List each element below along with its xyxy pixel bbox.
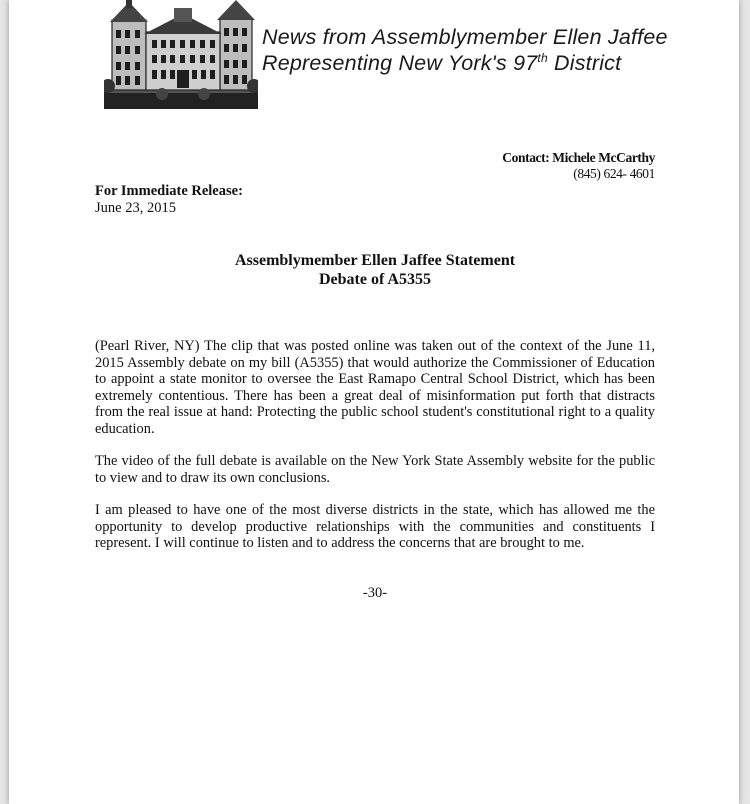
contact-name: Contact: Michele McCarthy: [502, 150, 655, 165]
capitol-building-logo: [104, 0, 258, 109]
contact-block: [502, 150, 655, 182]
release-block: [95, 183, 243, 217]
body-paragraph: The video of the full debate is available on the New York State Assembly website for the public to view and to draw its own conclusions.: [95, 453, 655, 486]
release-label: For Immediate Release:: [95, 183, 243, 199]
release-date: June 23, 2015: [95, 200, 176, 216]
masthead: [262, 24, 668, 76]
statement-body: [95, 338, 655, 568]
body-paragraph: I am pleased to have one of the most diverse districts in the state, which has allowed me the opportunity to develop productive relationships with the communities and constituents I represent. I will continue to listen and to address the concerns that are brought to me.: [95, 502, 655, 551]
statement-title: [95, 251, 655, 289]
title-line-1: Assemblymember Ellen Jaffee Statement: [234, 252, 516, 269]
title-line-2: Debate of A5355: [319, 271, 431, 288]
document-page: [9, 0, 739, 804]
end-mark: -30-: [362, 585, 388, 601]
masthead-line-2: Representing New York's 97th District: [262, 51, 622, 75]
masthead-line-1: News from Assemblymember Ellen Jaffee: [262, 25, 668, 49]
contact-phone: (845) 624- 4601: [573, 166, 655, 181]
body-paragraph: (Pearl River, NY) The clip that was posted online was taken out of the context of the June 11, 2015 Assembly debate on my bill (A5355) that would authorize the Commissioner of Education to appoint a state monitor to oversee the East Ramapo Central School District, which has been extremely contentious. There has been a great deal of misinformation put forth that distracts from the real issue at hand: Protecting the public school student's constitutional right to a quality education.: [95, 338, 655, 437]
